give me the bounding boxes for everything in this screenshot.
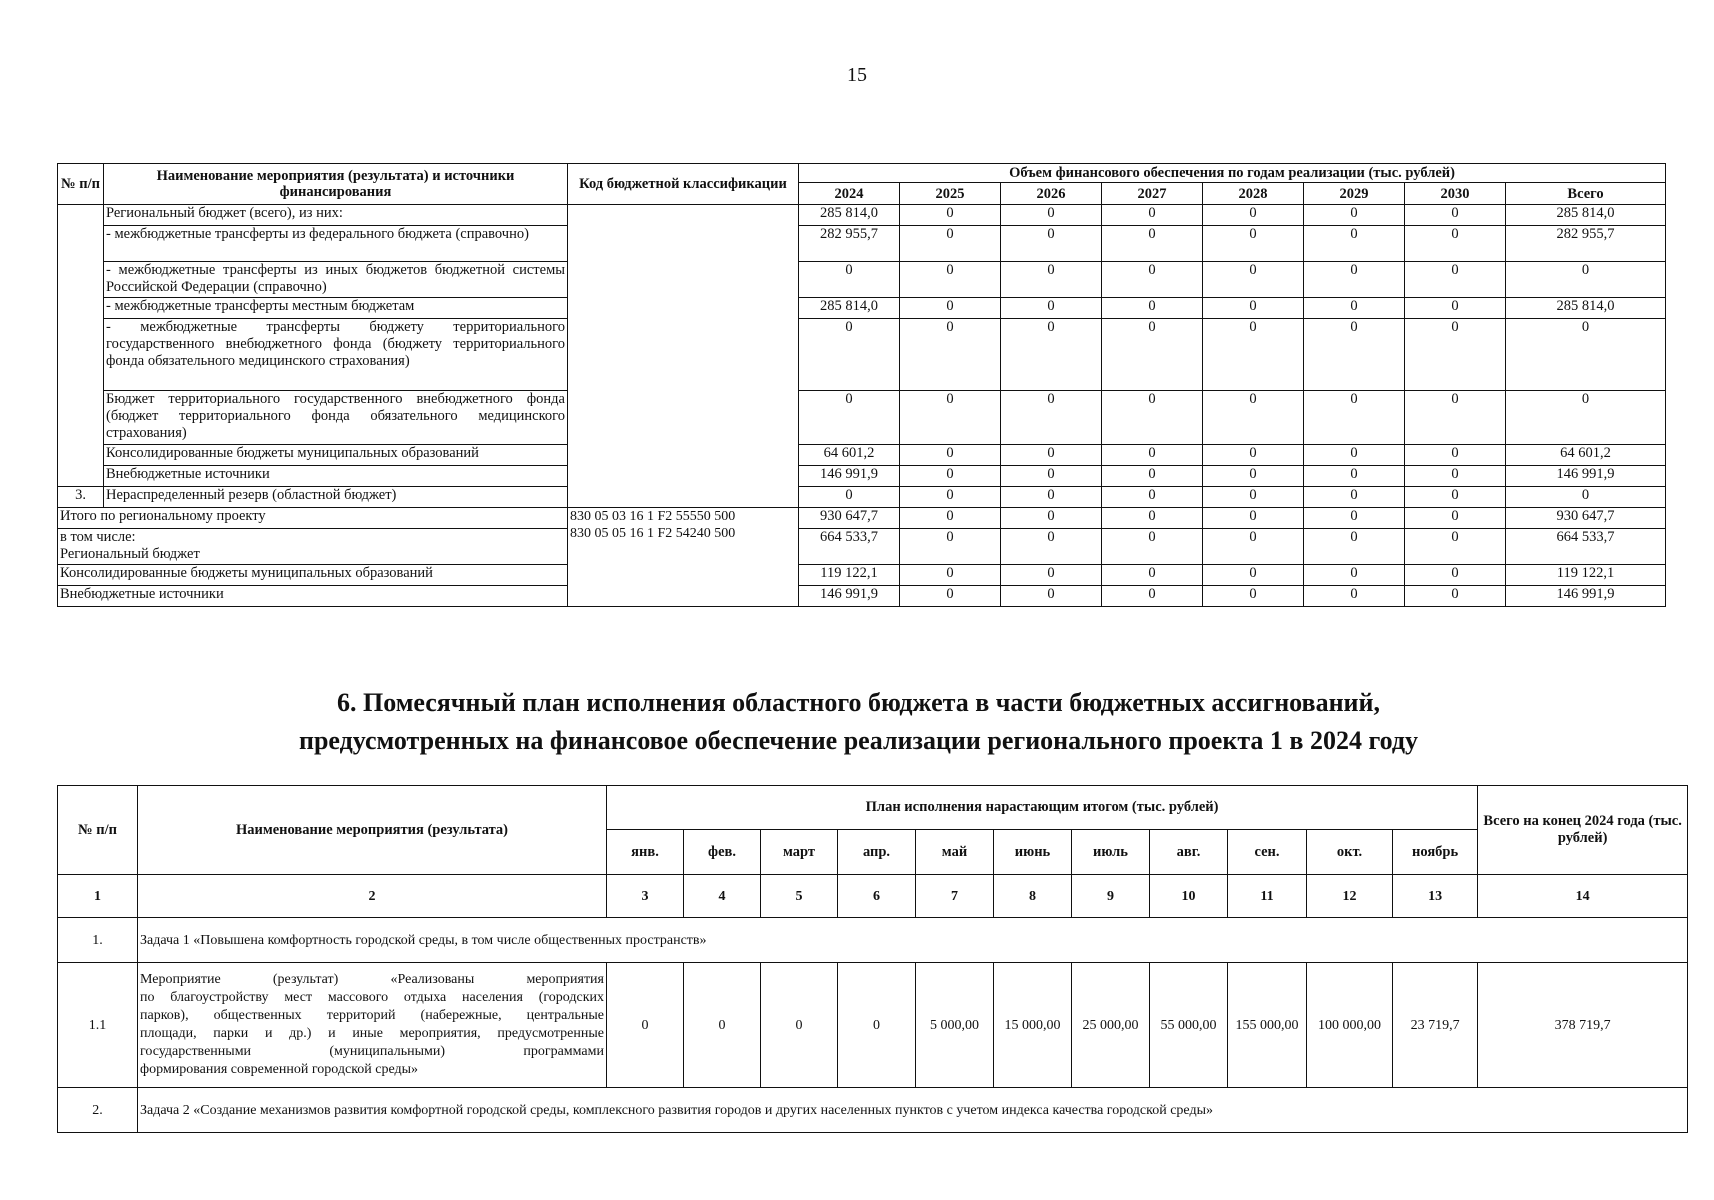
task1-text: Задача 1 «Повышена комфортность городской среды, в том числе общественных пространств» bbox=[138, 918, 1688, 963]
row-value: 0 bbox=[1304, 466, 1405, 487]
row-value: 0 bbox=[1001, 262, 1102, 298]
table-row bbox=[58, 487, 1666, 508]
row-value: 0 bbox=[900, 391, 1001, 445]
total-name-text: Консолидированные бюджеты муниципальных образований bbox=[60, 565, 433, 581]
total-value: 0 bbox=[1405, 508, 1506, 529]
row-value: 146 991,9 bbox=[799, 466, 900, 487]
total-value: 0 bbox=[900, 529, 1001, 565]
row-value: 0 bbox=[900, 226, 1001, 262]
total-value: 0 bbox=[1001, 586, 1102, 607]
table-row bbox=[58, 319, 1666, 391]
column-number: 1 bbox=[58, 875, 138, 918]
header-year: 2030 bbox=[1405, 183, 1506, 205]
row-value: 0 bbox=[1203, 445, 1304, 466]
row-name: - межбюджетные трансферты из иных бюджетов бюджетной системы Российской Федерации (справочно) bbox=[104, 262, 568, 298]
row-value: 0 bbox=[1405, 466, 1506, 487]
header-month: июль bbox=[1072, 830, 1150, 875]
row-value: 0 bbox=[799, 391, 900, 445]
item-text-line: Мероприятие (результат) «Реализованы мероприятия bbox=[140, 972, 604, 987]
row-value: 0 bbox=[1405, 445, 1506, 466]
column-number: 8 bbox=[994, 875, 1072, 918]
row-value: 0 bbox=[900, 445, 1001, 466]
header-year: 2029 bbox=[1304, 183, 1405, 205]
column-number: 6 bbox=[838, 875, 916, 918]
row-value: 0 bbox=[1102, 391, 1203, 445]
row-num bbox=[58, 205, 104, 487]
task2-num: 2. bbox=[58, 1088, 138, 1133]
table-row bbox=[58, 445, 1666, 466]
column-number: 2 bbox=[138, 875, 607, 918]
row-value: 0 bbox=[1001, 391, 1102, 445]
row-value: 0 bbox=[1304, 262, 1405, 298]
total-value: 930 647,7 bbox=[799, 508, 900, 529]
row-value: 0 bbox=[799, 487, 900, 508]
total-name-text: Внебюджетные источники bbox=[60, 586, 224, 602]
header-year: Всего bbox=[1506, 183, 1666, 205]
row-value: 285 814,0 bbox=[799, 298, 900, 319]
row-value: 0 bbox=[1405, 226, 1506, 262]
header-volume: Объем финансового обеспечения по годам реализации (тыс. рублей) bbox=[799, 164, 1666, 183]
row-code-empty bbox=[568, 205, 799, 508]
row-value: 285 814,0 bbox=[1506, 298, 1666, 319]
row-value: 282 955,7 bbox=[799, 226, 900, 262]
header-month: ноябрь bbox=[1393, 830, 1478, 875]
row-value: 0 bbox=[1102, 319, 1203, 391]
row-num: 3. bbox=[58, 487, 104, 508]
budget-codes bbox=[568, 508, 799, 607]
row-value: 0 bbox=[799, 262, 900, 298]
total-value: 0 bbox=[1102, 508, 1203, 529]
item-month-value: 0 bbox=[761, 963, 838, 1088]
header-month: фев. bbox=[684, 830, 761, 875]
header-num: № п/п bbox=[58, 786, 138, 875]
table-row bbox=[58, 466, 1666, 487]
task2-text: Задача 2 «Создание механизмов развития комфортной городской среды, комплексного развития городов и других населенных пунктов с учетом индекса качества городской среды» bbox=[138, 1088, 1688, 1133]
row-value: 0 bbox=[1304, 298, 1405, 319]
funding-table bbox=[57, 163, 1666, 607]
header-year: 2025 bbox=[900, 183, 1001, 205]
row-value: 0 bbox=[1001, 319, 1102, 391]
header-year: 2027 bbox=[1102, 183, 1203, 205]
row-name: - межбюджетные трансферты местным бюджетам bbox=[104, 298, 568, 319]
total-value: 119 122,1 bbox=[1506, 565, 1666, 586]
row-value: 0 bbox=[1102, 262, 1203, 298]
total-value: 0 bbox=[1001, 508, 1102, 529]
total-name bbox=[58, 529, 568, 565]
row-value: 0 bbox=[1203, 466, 1304, 487]
header-month: май bbox=[916, 830, 994, 875]
header-month: авг. bbox=[1150, 830, 1228, 875]
row-value: 0 bbox=[1102, 205, 1203, 226]
row-value: 0 bbox=[1001, 466, 1102, 487]
header-total: Всего на конец 2024 года (тыс. рублей) bbox=[1478, 786, 1688, 875]
total-row bbox=[58, 565, 1666, 586]
total-value: 0 bbox=[1405, 529, 1506, 565]
row-value: 0 bbox=[799, 319, 900, 391]
row-value: 0 bbox=[900, 298, 1001, 319]
header-month: окт. bbox=[1307, 830, 1393, 875]
total-row bbox=[58, 508, 1666, 529]
total-name-text-2: Региональный бюджет bbox=[60, 546, 200, 562]
row-value: 0 bbox=[1506, 391, 1666, 445]
total-row bbox=[58, 529, 1666, 565]
row-value: 0 bbox=[1203, 226, 1304, 262]
row-value: 0 bbox=[1405, 319, 1506, 391]
total-value: 664 533,7 bbox=[799, 529, 900, 565]
total-value: 146 991,9 bbox=[1506, 586, 1666, 607]
total-value: 0 bbox=[900, 586, 1001, 607]
total-value: 930 647,7 bbox=[1506, 508, 1666, 529]
item-month-value: 0 bbox=[607, 963, 684, 1088]
total-value: 0 bbox=[1304, 565, 1405, 586]
row-value: 0 bbox=[900, 487, 1001, 508]
item-text-line: государственными (муниципальными) программами bbox=[140, 1044, 604, 1059]
table-row bbox=[58, 298, 1666, 319]
total-value: 0 bbox=[1405, 565, 1506, 586]
row-value: 64 601,2 bbox=[799, 445, 900, 466]
row-name: Нераспределенный резерв (областной бюджет) bbox=[104, 487, 568, 508]
total-value: 0 bbox=[1304, 529, 1405, 565]
row-name: - межбюджетные трансферты из федерального бюджета (справочно) bbox=[104, 226, 568, 262]
row-value: 0 bbox=[1102, 226, 1203, 262]
header-name: Наименование мероприятия (результата) bbox=[138, 786, 607, 875]
total-name-text: Итого по региональному проекту bbox=[60, 508, 266, 524]
item-text-line: площади, парки и др.) и иные мероприятия, предусмотренные bbox=[140, 1026, 604, 1041]
header-num: № п/п bbox=[58, 164, 104, 205]
item-month-value: 155 000,00 bbox=[1228, 963, 1307, 1088]
header-year: 2028 bbox=[1203, 183, 1304, 205]
column-number: 12 bbox=[1307, 875, 1393, 918]
row-value: 0 bbox=[1304, 205, 1405, 226]
header-month: апр. bbox=[838, 830, 916, 875]
total-value: 0 bbox=[1203, 565, 1304, 586]
total-value: 0 bbox=[900, 565, 1001, 586]
row-value: 0 bbox=[1203, 487, 1304, 508]
budget-code: 830 05 03 16 1 F2 55550 500 bbox=[570, 509, 736, 524]
item-text-line: парков), общественных территорий (набережные, центральные bbox=[140, 1008, 604, 1023]
total-value: 146 991,9 bbox=[799, 586, 900, 607]
table-row bbox=[58, 262, 1666, 298]
row-value: 0 bbox=[1102, 445, 1203, 466]
row-value: 0 bbox=[1001, 487, 1102, 508]
header-year: 2026 bbox=[1001, 183, 1102, 205]
column-number: 9 bbox=[1072, 875, 1150, 918]
row-name: Консолидированные бюджеты муниципальных образований bbox=[104, 445, 568, 466]
item-month-value: 5 000,00 bbox=[916, 963, 994, 1088]
row-value: 282 955,7 bbox=[1506, 226, 1666, 262]
row-value: 0 bbox=[1102, 487, 1203, 508]
row-value: 0 bbox=[1001, 205, 1102, 226]
row-name: Бюджет территориального государственного внебюджетного фонда (бюджет территориального фонда обязательного медицинского страхования) bbox=[104, 391, 568, 445]
header-month: март bbox=[761, 830, 838, 875]
header-month: янв. bbox=[607, 830, 684, 875]
total-value: 0 bbox=[1203, 586, 1304, 607]
table-row bbox=[58, 226, 1666, 262]
total-value: 0 bbox=[1102, 586, 1203, 607]
column-number: 7 bbox=[916, 875, 994, 918]
row-value: 0 bbox=[1304, 487, 1405, 508]
table-row bbox=[58, 391, 1666, 445]
row-value: 64 601,2 bbox=[1506, 445, 1666, 466]
total-value: 664 533,7 bbox=[1506, 529, 1666, 565]
row-value: 0 bbox=[1203, 298, 1304, 319]
row-value: 285 814,0 bbox=[1506, 205, 1666, 226]
row-value: 0 bbox=[1001, 226, 1102, 262]
total-value: 0 bbox=[1001, 529, 1102, 565]
row-value: 0 bbox=[900, 262, 1001, 298]
row-value: 0 bbox=[1203, 319, 1304, 391]
section-heading bbox=[57, 684, 1660, 760]
total-value: 0 bbox=[1203, 529, 1304, 565]
section-heading-line1: 6. Помесячный план исполнения областного бюджета в части бюджетных ассигнований, bbox=[336, 688, 1381, 717]
row-value: 0 bbox=[900, 205, 1001, 226]
item-text-line: по благоустройству мест массового отдыха населения (городских bbox=[140, 990, 604, 1005]
row-value: 0 bbox=[1405, 391, 1506, 445]
row-value: 0 bbox=[1203, 391, 1304, 445]
row-name: Внебюджетные источники bbox=[104, 466, 568, 487]
total-name bbox=[58, 565, 568, 586]
row-value: 285 814,0 bbox=[799, 205, 900, 226]
section-heading-line2: предусмотренных на финансовое обеспечение реализации регионального проекта 1 в 2024 году bbox=[298, 726, 1419, 755]
column-number: 5 bbox=[761, 875, 838, 918]
header-month: сен. bbox=[1228, 830, 1307, 875]
row-value: 0 bbox=[1001, 298, 1102, 319]
column-number: 3 bbox=[607, 875, 684, 918]
row-value: 0 bbox=[1203, 262, 1304, 298]
item-num: 1.1 bbox=[58, 963, 138, 1088]
row-value: 0 bbox=[1405, 487, 1506, 508]
monthly-plan-table bbox=[57, 785, 1688, 1133]
budget-code: 830 05 05 16 1 F2 54240 500 bbox=[570, 526, 736, 541]
total-value: 0 bbox=[1102, 565, 1203, 586]
total-value: 119 122,1 bbox=[799, 565, 900, 586]
row-value: 0 bbox=[1304, 391, 1405, 445]
row-value: 0 bbox=[1203, 205, 1304, 226]
row-value: 0 bbox=[900, 319, 1001, 391]
row-value: 0 bbox=[1506, 262, 1666, 298]
item-month-value: 15 000,00 bbox=[994, 963, 1072, 1088]
item-month-value: 0 bbox=[838, 963, 916, 1088]
header-plan: План исполнения нарастающим итогом (тыс. рублей) bbox=[607, 786, 1478, 830]
row-value: 0 bbox=[1001, 445, 1102, 466]
row-name: Региональный бюджет (всего), из них: bbox=[104, 205, 568, 226]
column-number: 11 bbox=[1228, 875, 1307, 918]
header-month: июнь bbox=[994, 830, 1072, 875]
page-number: 15 bbox=[847, 64, 867, 86]
item-month-value: 55 000,00 bbox=[1150, 963, 1228, 1088]
total-row bbox=[58, 586, 1666, 607]
task1-num: 1. bbox=[58, 918, 138, 963]
total-value: 0 bbox=[1001, 565, 1102, 586]
item-month-value: 0 bbox=[684, 963, 761, 1088]
row-value: 0 bbox=[1304, 445, 1405, 466]
total-value: 0 bbox=[1203, 508, 1304, 529]
column-number: 14 bbox=[1478, 875, 1688, 918]
row-value: 146 991,9 bbox=[1506, 466, 1666, 487]
item-month-value: 25 000,00 bbox=[1072, 963, 1150, 1088]
header-year: 2024 bbox=[799, 183, 900, 205]
total-value: 0 bbox=[1405, 586, 1506, 607]
item-total: 378 719,7 bbox=[1478, 963, 1688, 1088]
row-value: 0 bbox=[1405, 298, 1506, 319]
total-value: 0 bbox=[1102, 529, 1203, 565]
row-value: 0 bbox=[1304, 226, 1405, 262]
item-month-value: 100 000,00 bbox=[1307, 963, 1393, 1088]
item-text bbox=[138, 963, 607, 1088]
row-value: 0 bbox=[1102, 298, 1203, 319]
row-value: 0 bbox=[1304, 319, 1405, 391]
item-text-line: формирования современной городской среды» bbox=[140, 1062, 419, 1077]
row-name: - межбюджетные трансферты бюджету территориального государственного внебюджетного фонда (бюджету территориального фонда обязательного медицинского страхования) bbox=[104, 319, 568, 391]
row-value: 0 bbox=[1102, 466, 1203, 487]
row-value: 0 bbox=[1506, 487, 1666, 508]
total-name bbox=[58, 508, 568, 529]
row-value: 0 bbox=[900, 466, 1001, 487]
total-value: 0 bbox=[1304, 586, 1405, 607]
row-value: 0 bbox=[1405, 205, 1506, 226]
header-name: Наименование мероприятия (результата) и источники финансирования bbox=[104, 164, 568, 205]
column-number: 4 bbox=[684, 875, 761, 918]
item-month-value: 23 719,7 bbox=[1393, 963, 1478, 1088]
header-code: Код бюджетной классификации bbox=[568, 164, 799, 205]
total-name bbox=[58, 586, 568, 607]
row-value: 0 bbox=[1405, 262, 1506, 298]
row-value: 0 bbox=[1506, 319, 1666, 391]
total-value: 0 bbox=[1304, 508, 1405, 529]
column-number: 10 bbox=[1150, 875, 1228, 918]
column-number: 13 bbox=[1393, 875, 1478, 918]
table-row bbox=[58, 205, 1666, 226]
total-name-text: в том числе: bbox=[60, 529, 136, 545]
total-value: 0 bbox=[900, 508, 1001, 529]
